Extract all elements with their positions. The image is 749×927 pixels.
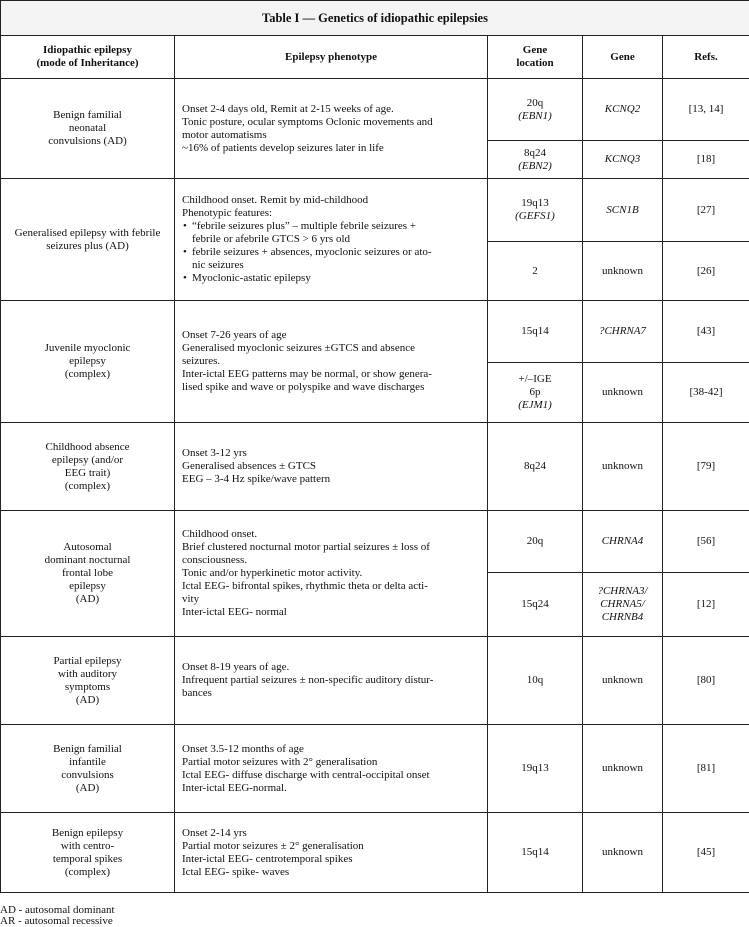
- epilepsy-name-cell: [1, 813, 175, 893]
- table-row: [1, 179, 749, 242]
- epilepsy-name-cell-line: Autosomal: [9, 541, 166, 554]
- gene-location-cell: [488, 637, 583, 725]
- epilepsy-name-cell-line: with centro-: [9, 840, 166, 853]
- phenotype-cell-line: Partial motor seizures with 2° generalisation: [182, 756, 481, 769]
- phenotype-cell-line: Onset 3-12 yrs: [182, 447, 481, 460]
- refs-cell: [56]: [663, 511, 749, 573]
- gene-location-cell: [488, 79, 583, 141]
- epilepsy-name-cell: [1, 301, 175, 423]
- gene-line: unknown: [583, 265, 662, 278]
- phenotype-bullet-list: [182, 220, 481, 285]
- gene-location-cell: [488, 725, 583, 813]
- header-refs: Refs.: [663, 36, 749, 79]
- epilepsy-name-cell-line: epilepsy: [9, 580, 166, 593]
- phenotype-cell-line: Onset 8-19 years of age.: [182, 661, 481, 674]
- epilepsy-name-cell-line: seizures plus (AD): [9, 240, 166, 253]
- gene-cell: [583, 725, 663, 813]
- epilepsy-name-cell-line: convulsions: [9, 769, 166, 782]
- gene-location-line: (EJM1): [488, 399, 582, 412]
- header-epilepsy-line: (mode of Inheritance): [5, 57, 170, 70]
- phenotype-cell-line: Onset 2-14 yrs: [182, 827, 481, 840]
- header-epilepsy-line: Idiopathic epilepsy: [5, 44, 170, 57]
- phenotype-bullet-line: febrile or afebrile GTCS > 6 yrs old: [192, 233, 481, 246]
- epilepsy-name-cell-line: dominant nocturnal: [9, 554, 166, 567]
- table-row: [1, 637, 749, 725]
- phenotype-cell-line: Inter-ictal EEG- centrotemporal spikes: [182, 853, 481, 866]
- phenotype-cell-line: Ictal EEG- diffuse discharge with central-occipital onset: [182, 769, 481, 782]
- gene-location-cell: [488, 573, 583, 637]
- epilepsy-name-cell-line: (AD): [9, 593, 166, 606]
- epilepsy-name-cell-line: Juvenile myoclonic: [9, 342, 166, 355]
- gene-location-line: +/–IGE: [488, 373, 582, 386]
- epilepsy-name-cell-line: (AD): [9, 782, 166, 795]
- phenotype-bullet-line: • “febrile seizures plus” – multiple febrile seizures +: [192, 220, 481, 233]
- gene-location-line: 6p: [488, 386, 582, 399]
- gene-line: unknown: [583, 674, 662, 687]
- gene-location-cell: [488, 813, 583, 893]
- table-title: Table I — Genetics of idiopathic epilepsies: [1, 1, 749, 36]
- gene-location-cell: [488, 141, 583, 179]
- epilepsy-name-cell-line: infantile: [9, 756, 166, 769]
- gene-location-line: (EBN2): [488, 160, 582, 173]
- phenotype-cell-line: vity: [182, 593, 481, 606]
- epilepsy-name-cell-line: with auditory: [9, 668, 166, 681]
- phenotype-cell-line: ~16% of patients develop seizures later in life: [182, 142, 481, 155]
- epilepsy-name-cell: [1, 423, 175, 511]
- refs-cell: [27]: [663, 179, 749, 242]
- phenotype-cell-line: Childhood onset.: [182, 528, 481, 541]
- header-gene-location-line: location: [492, 57, 578, 70]
- epilepsy-name-cell: [1, 511, 175, 637]
- phenotype-cell-line: Inter-ictal EEG- normal: [182, 606, 481, 619]
- phenotype-cell: [175, 511, 488, 637]
- refs-cell: [18]: [663, 141, 749, 179]
- phenotype-bullet-line: • Myoclonic-astatic epilepsy: [192, 272, 481, 285]
- phenotype-bullet-line: • febrile seizures + absences, myoclonic seizures or ato-: [192, 246, 481, 259]
- gene-location-line: 15q24: [488, 598, 582, 611]
- gene-line: unknown: [583, 846, 662, 859]
- phenotype-cell: [175, 725, 488, 813]
- epilepsy-name-cell-line: Benign epilepsy: [9, 827, 166, 840]
- epilepsy-name-cell-line: temporal spikes: [9, 853, 166, 866]
- refs-cell: [79]: [663, 423, 749, 511]
- gene-location-line: 10q: [488, 674, 582, 687]
- header-phenotype: Epilepsy phenotype: [175, 36, 488, 79]
- gene-cell: [583, 363, 663, 423]
- phenotype-cell-line: Childhood onset. Remit by mid-childhood: [182, 194, 481, 207]
- epilepsy-name-cell-line: neonatal: [9, 122, 166, 135]
- gene-location-cell: [488, 301, 583, 363]
- epilepsy-name-cell: [1, 179, 175, 301]
- phenotype-cell-line: EEG – 3-4 Hz spike/wave pattern: [182, 473, 481, 486]
- phenotype-cell-line: lised spike and wave or polyspike and wave discharges: [182, 381, 481, 394]
- phenotype-cell-line: Tonic and/or hyperkinetic motor activity.: [182, 567, 481, 580]
- refs-cell: [80]: [663, 637, 749, 725]
- epilepsy-name-cell: [1, 637, 175, 725]
- phenotype-cell-line: Phenotypic features:: [182, 207, 481, 220]
- header-gene-location: [488, 36, 583, 79]
- epilepsy-name-cell-line: symptoms: [9, 681, 166, 694]
- header-epilepsy: [1, 36, 175, 79]
- gene-location-line: (GEFS1): [488, 210, 582, 223]
- phenotype-bullet: [192, 246, 481, 272]
- gene-cell: [583, 423, 663, 511]
- phenotype-cell-line: consciousness.: [182, 554, 481, 567]
- phenotype-cell: [175, 637, 488, 725]
- epilepsy-name-cell-line: epilepsy: [9, 355, 166, 368]
- gene-cell: [583, 511, 663, 573]
- phenotype-cell-line: Inter-ictal EEG-normal.: [182, 782, 481, 795]
- gene-location-line: 15q14: [488, 325, 582, 338]
- epilepsy-name-cell: [1, 725, 175, 813]
- epilepsy-name-cell-line: frontal lobe: [9, 567, 166, 580]
- epilepsy-name-cell-line: (complex): [9, 368, 166, 381]
- gene-location-line: 19q13: [488, 197, 582, 210]
- phenotype-cell-line: Onset 7-26 years of age: [182, 329, 481, 342]
- header-gene-location-line: Gene: [492, 44, 578, 57]
- refs-cell: [12]: [663, 573, 749, 637]
- gene-line: ?CHRNA3/: [583, 585, 662, 598]
- gene-location-line: 20q: [488, 535, 582, 548]
- phenotype-cell-line: motor automatisms: [182, 129, 481, 142]
- refs-cell: [26]: [663, 242, 749, 301]
- gene-location-line: (EBN1): [488, 110, 582, 123]
- gene-cell: [583, 141, 663, 179]
- refs-cell: [13, 14]: [663, 79, 749, 141]
- gene-line: ?CHRNA7: [583, 325, 662, 338]
- gene-line: KCNQ2: [583, 103, 662, 116]
- header-gene: Gene: [583, 36, 663, 79]
- gene-location-line: 15q14: [488, 846, 582, 859]
- table-row: [1, 725, 749, 813]
- gene-line: CHRNA5/: [583, 598, 662, 611]
- gene-cell: [583, 301, 663, 363]
- phenotype-cell-line: Generalised myoclonic seizures ±GTCS and absence: [182, 342, 481, 355]
- footnotes: [0, 893, 749, 927]
- table-row: [1, 423, 749, 511]
- gene-location-line: 2: [488, 265, 582, 278]
- phenotype-cell: [175, 79, 488, 179]
- refs-cell: [45]: [663, 813, 749, 893]
- phenotype-bullet: [192, 272, 481, 285]
- phenotype-cell-line: Inter-ictal EEG patterns may be normal, or show genera-: [182, 368, 481, 381]
- gene-location-cell: [488, 242, 583, 301]
- epilepsy-name-cell-line: (complex): [9, 866, 166, 879]
- epilepsy-name-cell-line: EEG trait): [9, 467, 166, 480]
- footnote: AR - autosomal recessive: [0, 916, 749, 927]
- phenotype-cell-line: Ictal EEG- bifrontal spikes, rhythmic theta or delta acti-: [182, 580, 481, 593]
- gene-location-cell: [488, 511, 583, 573]
- gene-cell: [583, 573, 663, 637]
- table-body: [1, 1, 749, 893]
- phenotype-cell: [175, 813, 488, 893]
- epilepsy-name-cell-line: Benign familial: [9, 109, 166, 122]
- phenotype-cell-line: Tonic posture, ocular symptoms Oclonic movements and: [182, 116, 481, 129]
- epilepsy-name-cell-line: (complex): [9, 480, 166, 493]
- gene-line: CHRNA4: [583, 535, 662, 548]
- gene-location-line: 19q13: [488, 762, 582, 775]
- gene-cell: [583, 179, 663, 242]
- refs-cell: [81]: [663, 725, 749, 813]
- header-row: [1, 36, 749, 79]
- footnote: AD - autosomal dominant: [0, 905, 749, 916]
- gene-line: unknown: [583, 460, 662, 473]
- epilepsy-name-cell-line: (AD): [9, 694, 166, 707]
- refs-cell: [43]: [663, 301, 749, 363]
- gene-location-line: 20q: [488, 97, 582, 110]
- phenotype-cell-line: bances: [182, 687, 481, 700]
- gene-line: unknown: [583, 386, 662, 399]
- epilepsy-name-cell-line: epilepsy (and/or: [9, 454, 166, 467]
- epilepsy-name-cell: [1, 79, 175, 179]
- epilepsy-name-cell-line: Partial epilepsy: [9, 655, 166, 668]
- table-row: [1, 79, 749, 141]
- gene-line: KCNQ3: [583, 153, 662, 166]
- phenotype-cell-line: Onset 2-4 days old, Remit at 2-15 weeks of age.: [182, 103, 481, 116]
- phenotype-cell-line: Brief clustered nocturnal motor partial seizures ± loss of: [182, 541, 481, 554]
- gene-location-cell: [488, 363, 583, 423]
- phenotype-cell-line: Generalised absences ± GTCS: [182, 460, 481, 473]
- phenotype-cell: [175, 301, 488, 423]
- refs-cell: [38-42]: [663, 363, 749, 423]
- gene-line: CHRNB4: [583, 611, 662, 624]
- epilepsy-name-cell-line: Childhood absence: [9, 441, 166, 454]
- gene-cell: [583, 79, 663, 141]
- table-row: [1, 813, 749, 893]
- phenotype-cell-line: Infrequent partial seizures ± non-specific auditory distur-: [182, 674, 481, 687]
- gene-location-line: 8q24: [488, 460, 582, 473]
- gene-location-cell: [488, 179, 583, 242]
- phenotype-bullet-line: nic seizures: [192, 259, 481, 272]
- gene-cell: [583, 242, 663, 301]
- phenotype-cell-line: Ictal EEG- spike- waves: [182, 866, 481, 879]
- phenotype-cell-line: seizures.: [182, 355, 481, 368]
- epilepsy-name-cell-line: Benign familial: [9, 743, 166, 756]
- gene-location-cell: [488, 423, 583, 511]
- phenotype-bullet: [192, 220, 481, 246]
- table-row: [1, 511, 749, 573]
- epilepsy-name-cell-line: convulsions (AD): [9, 135, 166, 148]
- gene-line: unknown: [583, 762, 662, 775]
- phenotype-cell-line: Onset 3.5-12 months of age: [182, 743, 481, 756]
- gene-line: SCN1B: [583, 204, 662, 217]
- phenotype-cell: [175, 179, 488, 301]
- epilepsy-name-cell-line: Generalised epilepsy with febrile: [9, 227, 166, 240]
- gene-cell: [583, 813, 663, 893]
- gene-cell: [583, 637, 663, 725]
- phenotype-cell-line: Partial motor seizures ± 2° generalisation: [182, 840, 481, 853]
- table-row: [1, 301, 749, 363]
- gene-location-line: 8q24: [488, 147, 582, 160]
- phenotype-cell: [175, 423, 488, 511]
